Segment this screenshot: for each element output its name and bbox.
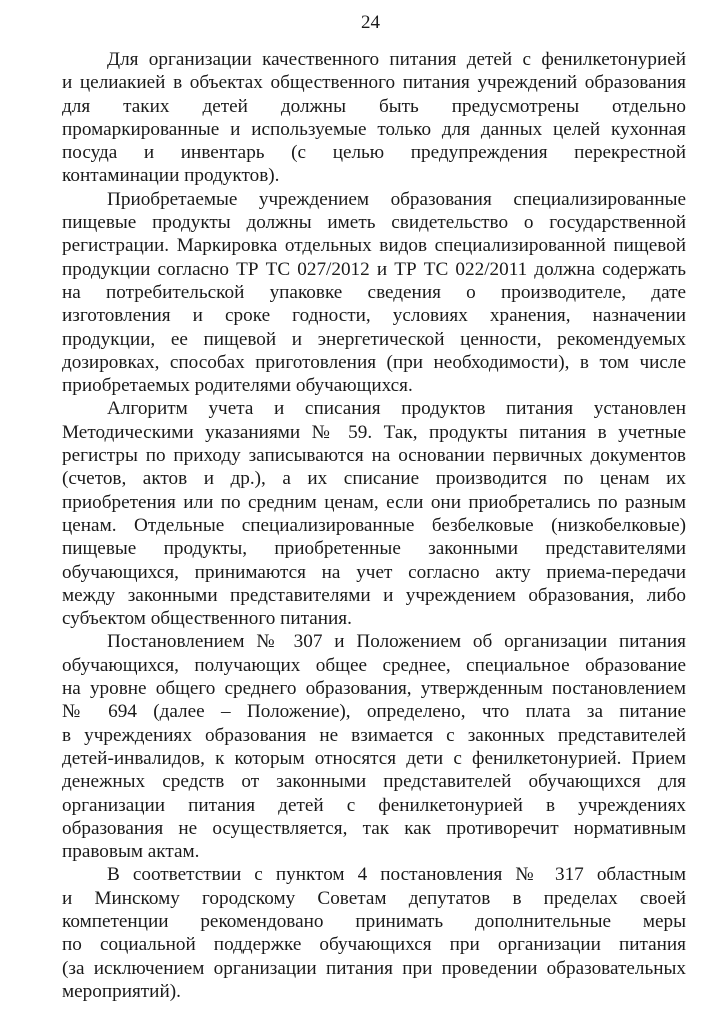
text-line: продукции согласно ТР ТС 027/2012 и ТР ТС 022/2011 должна содержать: [62, 258, 686, 280]
text-line: обучающихся, получающих общее среднее, специальное образование: [62, 654, 686, 676]
text-line: в учреждениях образования не взимается с законных представителей: [62, 724, 686, 746]
text-line: продукции, ее пищевой и энергетической ценности, рекомендуемых: [62, 328, 686, 350]
text-line: образования не осуществляется, так как противоречит нормативным: [62, 817, 686, 839]
text-line: на уровне общего среднего образования, утвержденным постановлением: [62, 678, 686, 700]
text-line: и Минскому городскому Советам депутатов в пределах своей: [62, 887, 686, 909]
document-body: [62, 48, 686, 1003]
text-line: на потребительской упаковке сведения о производителе, дате: [62, 281, 686, 303]
text-line: между законными представителями и учреждением образования, либо: [62, 584, 686, 606]
text-line: № 694 (далее – Положение), определено, что плата за питание: [62, 701, 686, 723]
text-line: Алгоритм учета и списания продуктов питания установлен: [107, 398, 686, 420]
text-line: и целиакией в объектах общественного питания учреждений образования: [62, 72, 686, 94]
paragraph: [62, 630, 686, 863]
text-line: компетенции рекомендовано принимать дополнительные меры: [62, 910, 686, 932]
text-line: Приобретаемые учреждением образования специализированные: [107, 188, 686, 210]
text-line: пищевые продукты, приобретенные законными представителями: [62, 538, 686, 560]
text-line: денежных средств от законными представителей обучающихся для: [62, 771, 686, 793]
text-line: Постановлением № 307 и Положением об организации питания: [107, 631, 686, 653]
text-line: дозировках, способах приготовления (при необходимости), в том числе: [62, 351, 686, 373]
text-line: регистрации. Маркировка отдельных видов специализированной пищевой: [62, 235, 686, 257]
text-line: правовым актам.: [62, 841, 200, 863]
text-line: регистры по приходу записываются на основании первичных документов: [62, 445, 686, 467]
paragraph: [62, 397, 686, 630]
text-line: Методическими указаниями № 59. Так, продукты питания в учетные: [62, 421, 686, 443]
text-line: пищевые продукты должны иметь свидетельство о государственной: [62, 212, 686, 234]
text-line: субъектом общественного питания.: [62, 608, 352, 630]
text-line: организации питания детей с фенилкетонурией в учреждениях: [62, 794, 686, 816]
text-line: Для организации качественного питания детей с фенилкетонурией: [107, 49, 686, 70]
text-line: по социальной поддержке обучающихся при организации питания: [62, 934, 686, 956]
text-line: (за исключением организации питания при проведении образовательных: [62, 957, 686, 979]
paragraph: [62, 188, 686, 398]
page-number: 24: [361, 12, 380, 33]
text-line: посуда и инвентарь (с целью предупреждения перекрестной: [62, 142, 686, 164]
text-line: контаминации продуктов).: [62, 165, 280, 187]
text-line: для таких детей должны быть предусмотрены отдельно: [62, 95, 686, 117]
paragraph: [62, 863, 686, 1003]
text-line: ценам. Отдельные специализированные безбелковые (низкобелковые): [62, 514, 686, 536]
text-line: детей-инвалидов, к которым относятся дети с фенилкетонурией. Прием: [62, 747, 686, 769]
text-line: мероприятий).: [62, 980, 181, 1002]
text-line: В соответствии с пунктом 4 постановления № 317 областным: [107, 864, 686, 886]
text-line: промаркированные и используемые только для данных целей кухонная: [62, 118, 686, 140]
text-line: приобретения или по средним ценам, если они приобретались по разным: [62, 491, 686, 513]
text-line: изготовления и сроке годности, условиях хранения, назначении: [62, 305, 686, 327]
text-line: приобретаемых родителями обучающихся.: [62, 375, 413, 397]
text-line: (счетов, актов и др.), а их списание производится по ценам их: [62, 468, 686, 490]
paragraph: [62, 48, 686, 188]
text-line: обучающихся, принимаются на учет согласно акту приема-передачи: [62, 561, 686, 583]
